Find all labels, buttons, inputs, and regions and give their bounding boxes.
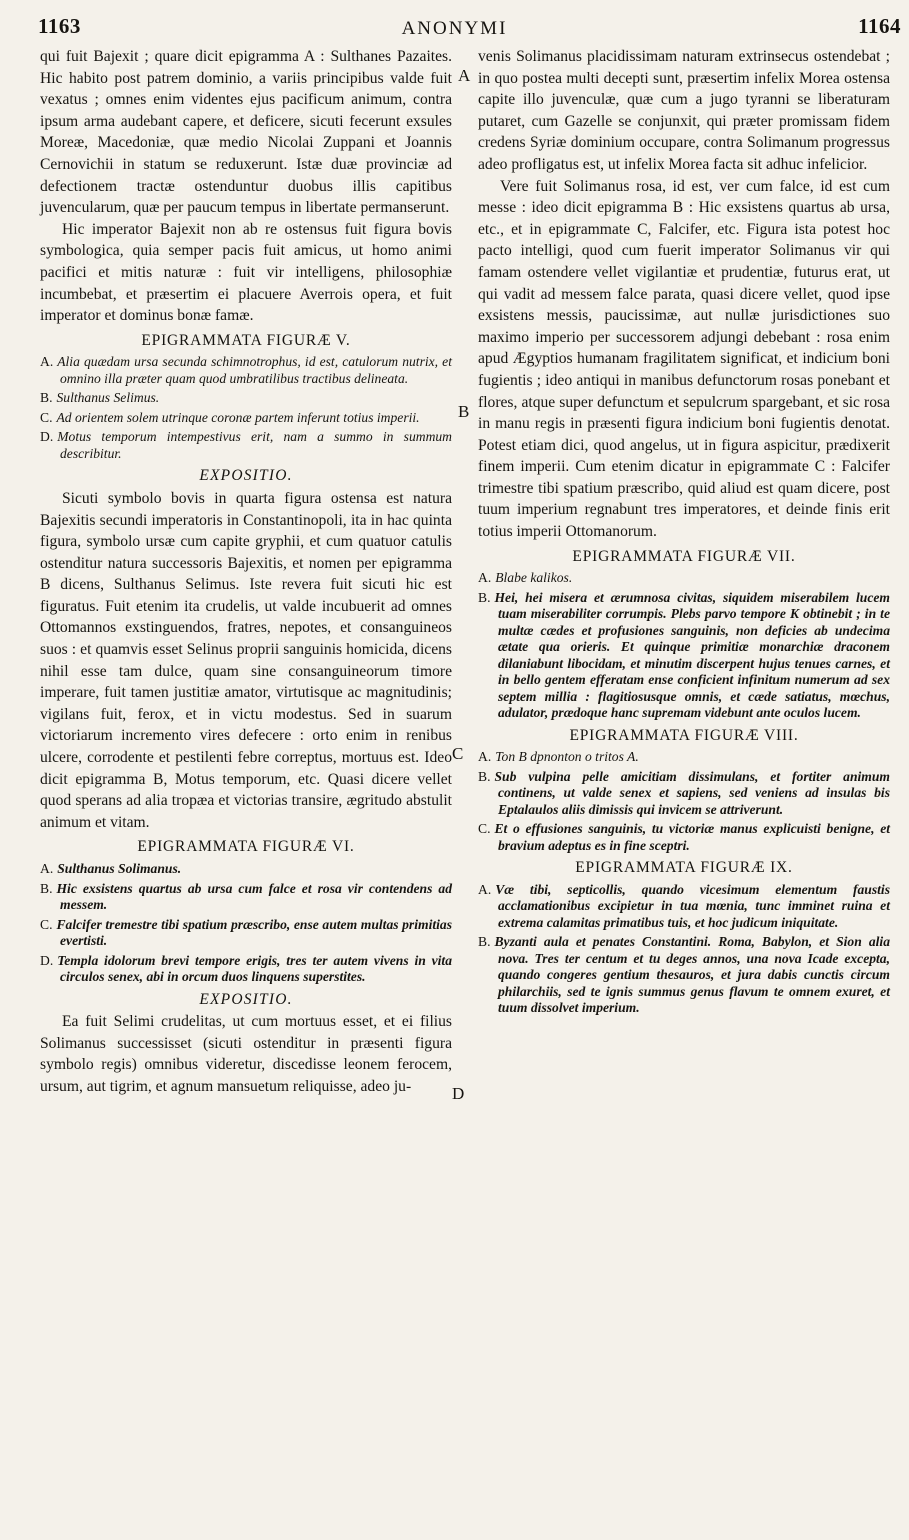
item-text: Ton B dpnonton o tritos A. xyxy=(495,749,639,765)
epigram-item xyxy=(478,934,890,1017)
margin-letter-d: D xyxy=(452,1084,465,1103)
item-text: Hei, hei misera et ærumnosa civitas, siquidem miserabilem lucem tuam miserabiliter corrumpis. Plebs parvo tempore K obtinebit ; in te multæ cædes et profusiones sanguinis, non deficies ab undecima ætate qua orieris. Et quinque primitiæ monarchiæ draconem dilaniabunt libocidam, et minutim discerpent hujus tenues carnes, et in bello gentem efferatam ense conficient infinitum numerum ad sex septem millia : flagitiosusque omnis, et cæde satiatus, mœchus, adulator, prædoque hanc supremam videbunt ante oculos lucem. xyxy=(494,589,890,721)
item-text: Sub vulpina pelle amicitiam dissimulans, et fortiter animum continens, ut valde senex et sapiens, sed veniens ad insulas bis Eptalaulos aliis dimissis qui invicem se attriverunt. xyxy=(494,768,890,817)
item-text: Hic exsistens quartus ab ursa cum falce et rosa vir contendens ad messem. xyxy=(56,880,452,912)
epigram-item xyxy=(40,917,452,950)
paragraph: Sicuti symbolo bovis in quarta figura ostensa est natura Bajexitis secundi imperatoris in Constantinopoli, ita in hac quinta figura, symbolo ursæ cum capite gryphii, et cum quatuor catulis ostenditur natura successoris Bajexitis, et nomen per epigramma B dicens, Sulthanus Selimus. Iste revera fuit sicuti hic est figuratus. Fuit etenim ita crudelis, ut valde incubuerit ad omnes Ottomannos exstinguendos, fratres, nepotes, et consanguineos suos : et quamvis esset Selinus proprii sanguinis homicida, dicens nihil esse tam dulce, quam sine consanguineorum timore imperare, fuit tamen justitiæ amator, virtutisque ac magnitudinis; vigilans fuit, ferox, et in victu modestus. Sed in suarum victoriarum incremento vires defecere : orto enim in renibus ulcere, corrodente et pestilenti febre correptus, mortuus est. Ideo dicit epigramma B, Motus temporum, etc. Quasi dicere vellet quod sperans ad alia tropæa et victorias transire, ægritudo abstulit animum et vitam. xyxy=(40,489,452,831)
epigram-item xyxy=(40,390,452,407)
right-page-number: 1164 xyxy=(858,14,901,38)
item-label: B. xyxy=(478,589,491,605)
epigram-item xyxy=(478,590,890,722)
epigram-item xyxy=(40,861,452,878)
right-column xyxy=(478,46,890,1020)
paragraph: qui fuit Bajexit ; quare dicit epigramma A : Sulthanes Pazaites. Hic habito post patrem dominio, a variis principibus valde fuit vexatus ; omnes enim videntes ejus pacificum animum, contra ipsum arma audebant capere, et deficere, sicuti fecerunt exsules Moreæ, Macedoniæ, quæ medio Nicolai Zuppani et Joannis Cernovichii in statum se reduxerunt. Istæ duæ provinciæ ad defectionem tractæ ostenduntur duobus illis capitibus juvencularum, quæ per paucum tempus in libertate permanserunt. xyxy=(40,48,452,217)
epigram-item xyxy=(478,769,890,819)
section-heading: EPIGRAMMATA FIGURÆ VI. xyxy=(137,838,355,856)
section-heading: EPIGRAMMATA FIGURÆ V. xyxy=(141,331,351,349)
item-text: Sulthanus Solimanus. xyxy=(57,861,182,876)
left-page-number: 1163 xyxy=(38,14,81,38)
item-text: Ad orientem solem utrinque coronæ partem inferunt totius imperii. xyxy=(56,409,420,425)
section-heading: EPIGRAMMATA FIGURÆ VIII. xyxy=(569,726,799,744)
item-text: Blabe kalikos. xyxy=(495,570,573,586)
paragraph: venis Solimanus placidissimam naturam extrinsecus ostendebat ; in quo postea multi decepti sunt, præsertim infelix Morea ostensa capite illo juvenculæ, quæ cum a jugo tyranni se liberaturam putaret, cum Gazelle se conjunxit, qui præter promissam fidem credens Syriæ dominium occupare, contra Solimanum progressus adeo profligatus est, ut infelix Morea facta sit adhuc infelicior. xyxy=(478,48,890,173)
margin-letter-b: B xyxy=(458,402,470,421)
epigram-item xyxy=(40,953,452,986)
item-label: C. xyxy=(40,916,53,932)
expositio-heading: EXPOSITIO. xyxy=(199,467,293,485)
item-label: A. xyxy=(40,354,54,370)
left-column xyxy=(40,46,452,1097)
paragraph: Vere fuit Solimanus rosa, id est, ver cum falce, id est cum messe : ideo dicit epigramma B : Hic exsistens quartus ab ursa, etc., et in epigrammate C, Falcifer, etc. Figura ista potest hoc pacto intelligi, quod cum fuerit imperator Solimanus vir qui famam ostendere vellet vigilantiæ et prudentiæ, futurus erat, ut qui vadit ad messem falce parata, quasi dicere vellet, quod ipse exsistens messis, paucissimæ, aut nullæ jurisdictiones suo maximo imperio per successorem adjungi debebant : rosa enim apud Ægyptios humanam fragilitatem significat, et indicium boni fugientis ; ideo antiqui in manibus defunctorum rosas ponebant et flores, atque super defunctum et sepulcrum spargebant, et sic rosa in manu regis in præsenti figura indicium boni fugientis denotat. Potest etiam dici, quod angelus, ut in figura aspicitur, prædixerit finem imperii. Cum etenim dicatur in epigrammate C : Falcifer trimestre tibi spatium præscribo, quid aliud est quam dicere, post tuum imperium regnabunt tres imperatores, et deinde finis erit totius imperii Ottomanorum. xyxy=(478,177,890,541)
item-text: Motus temporum intempestivus erit, nam a summo in summum describitur. xyxy=(57,429,452,461)
item-label: B. xyxy=(478,768,491,784)
page-header xyxy=(0,14,909,48)
epigram-item xyxy=(40,881,452,914)
item-text: Sulthanus Selimus. xyxy=(56,390,160,406)
epigram-item xyxy=(478,749,890,766)
epigram-item xyxy=(40,410,452,427)
item-label: C. xyxy=(478,821,491,837)
margin-letter-a: A xyxy=(458,66,471,85)
epigram-item xyxy=(478,821,890,854)
section-heading: EPIGRAMMATA FIGURÆ VII. xyxy=(572,547,796,565)
item-label: A. xyxy=(478,749,492,765)
epigram-item xyxy=(478,882,890,932)
item-text: Falcifer tremestre tibi spatium præscribo, ense autem multas primitias evertisti. xyxy=(56,916,452,948)
item-text: Byzanti aula et penates Constantini. Roma, Babylon, et Sion alia nova. Tres ter centum et tu deges annos, una nova Icade excepta, quando congeres gentium thesauros, et jura dabis cunctis circum philarchiis, sed te ignis summus genus flavum te omnem exuret, et tuum dissolvet imperium. xyxy=(494,934,890,1016)
item-text: Templa idolorum brevi tempore erigis, tres ter autem vivens in vita circulos senex, abi in orcum duos linquens superstites. xyxy=(57,952,452,984)
section-heading: EPIGRAMMATA FIGURÆ IX. xyxy=(575,859,793,877)
item-text: Et o effusiones sanguinis, tu victoriæ manus explicuisti benigne, et bravium adeptus es in fine sceptri. xyxy=(494,821,890,853)
epigram-item xyxy=(478,570,890,587)
expositio-heading: EXPOSITIO. xyxy=(199,990,293,1008)
margin-letter-c: C xyxy=(452,744,464,763)
item-label: B. xyxy=(478,934,491,950)
running-title: ANONYMI xyxy=(401,18,508,39)
epigram-item xyxy=(40,354,452,387)
paragraph: Hic imperator Bajexit non ab re ostensus fuit figura bovis symbologica, quia semper pacis fuit amicus, ut homo animi pacifici et mitis naturæ : fuit vir intelligens, philosophiæ incumbebat, et præsertim ei placuere Averrois opera, et fuit imperator et dominus bonæ famæ. xyxy=(40,220,452,325)
item-text: Væ tibi, septicollis, quando vicesimum elementum faustis acclamationibus excipietur in tua mœnia, tunc imminet ruina et extrema calamitas primatibus tuis, et hoc judicum iniquitate. xyxy=(495,881,890,930)
item-label: D. xyxy=(40,952,54,968)
item-label: A. xyxy=(478,570,492,586)
item-label: B. xyxy=(40,390,53,406)
item-label: C. xyxy=(40,409,53,425)
item-label: A. xyxy=(478,881,492,897)
item-label: B. xyxy=(40,880,53,896)
item-label: D. xyxy=(40,429,54,445)
item-text: Alia quædam ursa secunda schimnotrophus, id est, catulorum nutrix, et omnino illa præter quam quod umbratilibus tractibus delineata. xyxy=(57,354,452,386)
paragraph: Ea fuit Selimi crudelitas, ut cum mortuus esset, et ei filius Solimanus successisset (sicuti ostenditur in præsenti figura symbolo regis) omnibus videretur, discedisse leonem ferocem, ursum, aut tigrim, et agnum mansuetum reliquisse, adeo ju- xyxy=(40,1013,452,1095)
item-label: A. xyxy=(40,861,54,876)
epigram-item xyxy=(40,429,452,462)
